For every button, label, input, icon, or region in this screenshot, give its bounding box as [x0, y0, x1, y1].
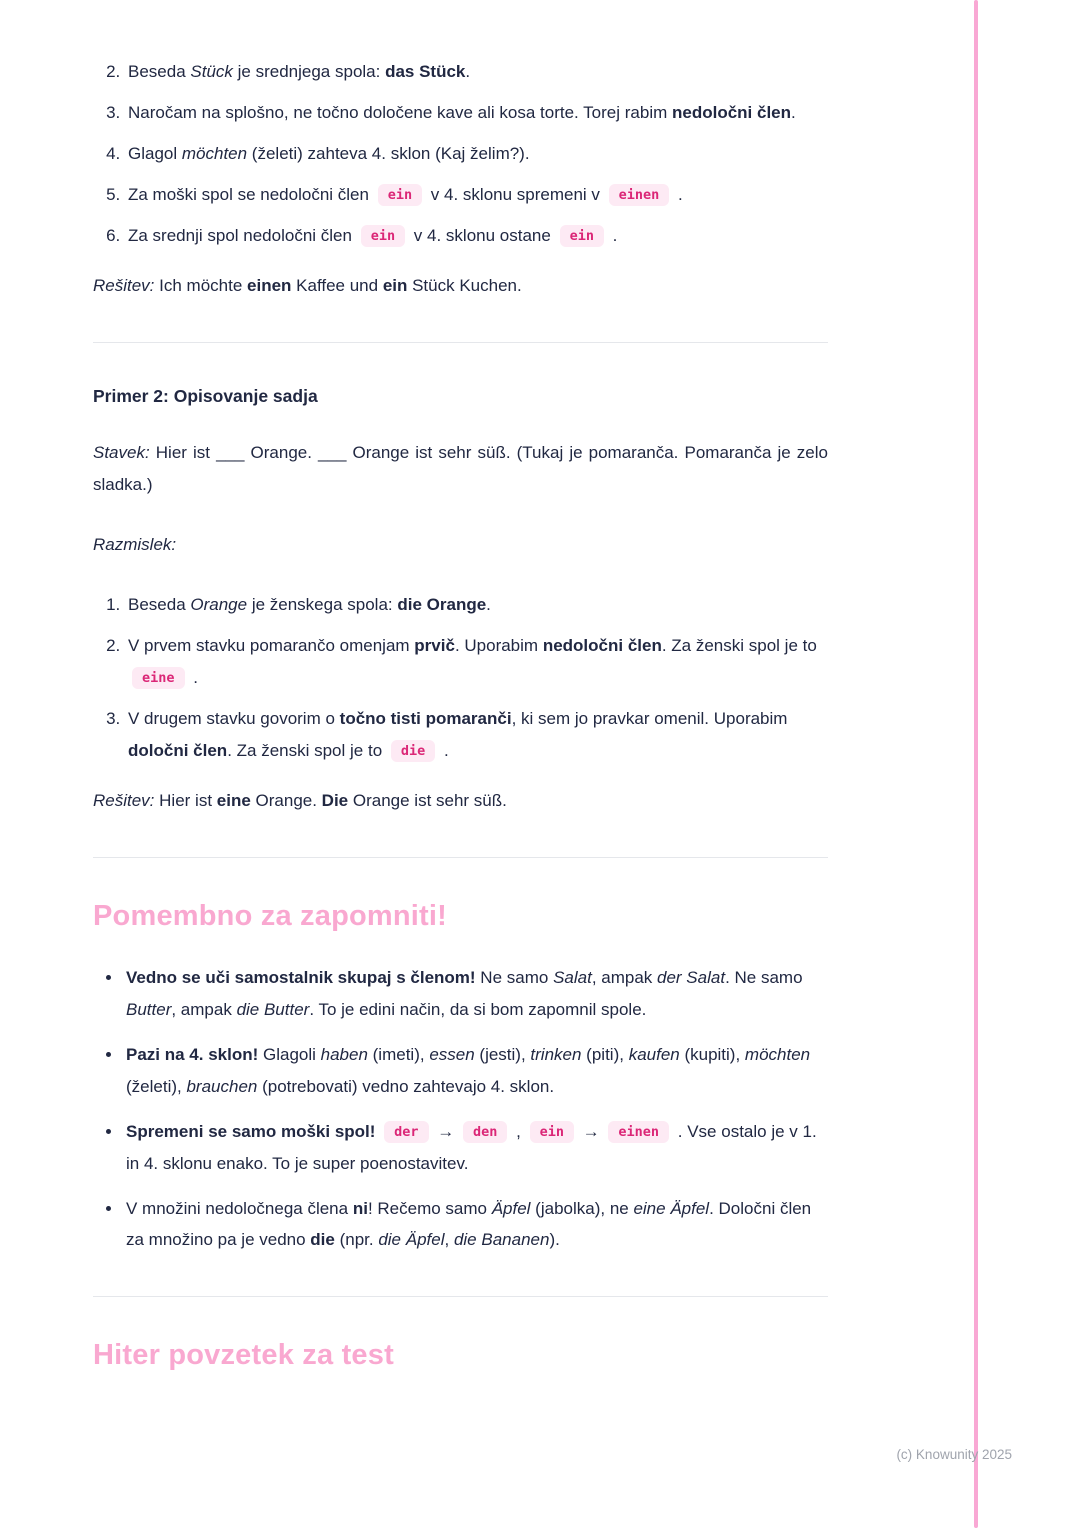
text-segment: Za moški spol se nedoločni člen: [128, 184, 374, 204]
copyright-footer: (c) Knowunity 2025: [896, 1447, 1012, 1462]
text-segment: .: [673, 184, 683, 204]
text-segment: v 4. sklonu spremeni v: [426, 184, 605, 204]
text-segment: eine Äpfel: [633, 1198, 710, 1218]
code-chip: einen: [608, 1121, 669, 1143]
text-segment: prvič: [414, 635, 455, 655]
text-segment: Butter: [126, 999, 172, 1019]
text-segment: .: [791, 102, 796, 122]
text-segment: [375, 1122, 380, 1141]
text-segment: . Vse ostalo je v 1. in 4. sklonu enako. To je super poenostavitev.: [126, 1121, 817, 1173]
text-segment: (jesti),: [474, 1044, 531, 1064]
text-segment: Äpfel: [491, 1198, 531, 1218]
bullet-item: [123, 1116, 828, 1180]
text-segment: , ki sem jo pravkar omenil. Uporabim: [511, 708, 788, 728]
text-segment: nedoločni člen: [671, 102, 792, 122]
list-item: [125, 703, 828, 767]
text-segment: ein: [382, 275, 408, 295]
text-segment: Stavek:: [93, 442, 150, 462]
text-segment: .: [607, 225, 618, 245]
text-segment: Rešitev:: [93, 275, 155, 295]
text-segment: trinken: [530, 1044, 582, 1064]
text-segment: möchten: [181, 143, 248, 163]
text-segment: Die: [321, 790, 349, 810]
text-segment: (želeti) zahteva 4. sklon (Kaj želim?).: [247, 143, 530, 163]
text-segment: (želeti),: [126, 1076, 187, 1096]
text-segment: Stück: [190, 62, 233, 81]
divider: [93, 1296, 828, 1297]
bullet-item: [123, 1193, 828, 1257]
text-segment: točno tisti pomaranči: [339, 708, 512, 728]
text-segment: einen: [247, 275, 292, 295]
text-segment: kaufen: [628, 1044, 680, 1064]
text-segment: je ženskega spola:: [247, 594, 398, 614]
text-segment: ).: [549, 1230, 560, 1250]
text-segment: Glagoli: [258, 1044, 321, 1064]
text-segment: V množini nedoločnega člena: [126, 1198, 353, 1218]
text-segment: določni člen: [128, 740, 228, 760]
text-segment: Stück Kuchen.: [407, 275, 522, 295]
text-segment: Glagol: [128, 143, 182, 163]
list-item: [125, 97, 828, 129]
text-segment: eine: [216, 790, 251, 810]
text-segment: Orange ist sehr süß.: [348, 790, 507, 810]
text-segment: möchten: [744, 1044, 811, 1064]
text-segment: Kaffee und: [291, 275, 383, 295]
code-chip: ein: [361, 225, 405, 247]
text-segment: Beseda: [128, 594, 191, 614]
text-segment: (kupiti),: [679, 1044, 745, 1064]
page-accent-line: [974, 0, 978, 1528]
text-segment: V drugem stavku govorim o: [128, 708, 340, 728]
text-segment: Vedno se uči samostalnik skupaj s členom!: [126, 967, 476, 987]
text-segment: Beseda: [128, 62, 191, 81]
text-segment: . Ne samo: [725, 967, 803, 987]
text-segment: , ampak: [591, 967, 658, 987]
text-segment: essen: [429, 1044, 475, 1064]
bullet-item: [123, 1039, 828, 1103]
text-segment: Razmislek:: [93, 534, 177, 554]
text-segment: (imeti),: [367, 1044, 430, 1064]
text-segment: . To je edini način, da si bom zapomnil spole.: [309, 999, 647, 1019]
text-segment: . Za ženski spol je to: [227, 740, 387, 760]
code-chip: den: [463, 1121, 507, 1143]
summary-heading: Hiter povzetek za test: [93, 1339, 394, 1372]
example2-steps-list: [93, 589, 828, 767]
text-segment: Rešitev:: [93, 790, 155, 810]
list-item: [125, 630, 828, 694]
code-chip: ein: [560, 225, 604, 247]
text-segment: (jabolka), ne: [530, 1198, 634, 1218]
list-item: [125, 56, 828, 88]
text-segment: .: [188, 667, 198, 687]
bullet-item: [123, 962, 828, 1026]
example1-solution: [93, 270, 828, 302]
text-segment: ni: [352, 1198, 368, 1218]
text-segment: das Stück: [385, 62, 466, 81]
text-segment: die Bananen: [453, 1230, 550, 1250]
list-item: [125, 179, 828, 211]
divider: [93, 342, 828, 343]
text-segment: . Uporabim: [454, 635, 543, 655]
text-segment: ! Rečemo samo: [367, 1198, 492, 1218]
text-segment: Naročam na splošno, ne točno določene kave ali kosa torte. Torej rabim: [128, 102, 672, 122]
text-segment: die Äpfel: [378, 1230, 445, 1250]
code-chip: ein: [378, 184, 422, 206]
text-segment: haben: [320, 1044, 368, 1064]
list-item: [125, 138, 828, 170]
example1-steps-list: [93, 56, 828, 252]
text-segment: . Določni člen za množino pa je vedno: [126, 1198, 812, 1250]
text-segment: (npr.: [334, 1230, 379, 1250]
text-segment: . Za ženski spol je to: [661, 635, 817, 655]
text-segment: .: [465, 62, 471, 81]
text-segment: Hier ist ___ Orange. ___ Orange ist sehr süß. (Tukaj je pomaranča. Pomaranča je zelo sladka.): [93, 442, 828, 494]
text-segment: Spremeni se samo moški spol!: [126, 1121, 376, 1141]
example2-heading: Primer 2: Opisovanje sadja: [93, 385, 318, 406]
text-segment: , ampak: [171, 999, 237, 1019]
example2-razmislek-label: [93, 529, 828, 561]
text-segment: die Orange: [397, 594, 487, 614]
text-segment: ,: [444, 1230, 454, 1250]
text-segment: Ne samo: [475, 967, 554, 987]
text-segment: Pazi na 4. sklon!: [126, 1044, 259, 1064]
text-segment: →: [432, 1121, 459, 1141]
text-segment: die: [310, 1230, 335, 1250]
text-segment: Hier ist: [154, 790, 217, 810]
text-segment: Za srednji spol nedoločni člen: [128, 225, 357, 245]
code-chip: ein: [530, 1121, 574, 1143]
text-segment: V prvem stavku pomarančo omenjam: [128, 635, 415, 655]
example2-solution: [93, 785, 828, 817]
text-segment: (piti),: [581, 1044, 629, 1064]
list-item: [125, 589, 828, 621]
text-segment: Orange: [190, 594, 248, 614]
important-bullet-list: [93, 962, 828, 1257]
text-segment: die Butter: [236, 999, 310, 1019]
text-segment: .: [439, 740, 449, 760]
text-segment: je srednjega spola:: [232, 62, 386, 81]
important-heading: Pomembno za zapomniti!: [93, 899, 448, 932]
divider: [93, 857, 828, 858]
text-segment: ,: [511, 1121, 526, 1141]
code-chip: einen: [609, 184, 670, 206]
code-chip: die: [391, 740, 435, 762]
text-segment: v 4. sklonu ostane: [409, 225, 556, 245]
text-segment: →: [577, 1121, 605, 1141]
text-segment: brauchen: [186, 1076, 258, 1096]
list-item: [125, 220, 828, 252]
code-chip: der: [384, 1121, 428, 1143]
text-segment: Salat: [553, 967, 592, 987]
text-segment: nedoločni člen: [542, 635, 662, 655]
text-segment: Ich möchte: [154, 275, 248, 295]
text-segment: Orange.: [250, 790, 322, 810]
text-segment: (potrebovati) vedno zahtevajo 4. sklon.: [257, 1076, 555, 1096]
code-chip: eine: [132, 667, 185, 689]
example2-sentence: [93, 437, 828, 501]
text-segment: der Salat: [657, 967, 726, 987]
text-segment: .: [486, 594, 491, 614]
note-content: [93, 56, 828, 1402]
